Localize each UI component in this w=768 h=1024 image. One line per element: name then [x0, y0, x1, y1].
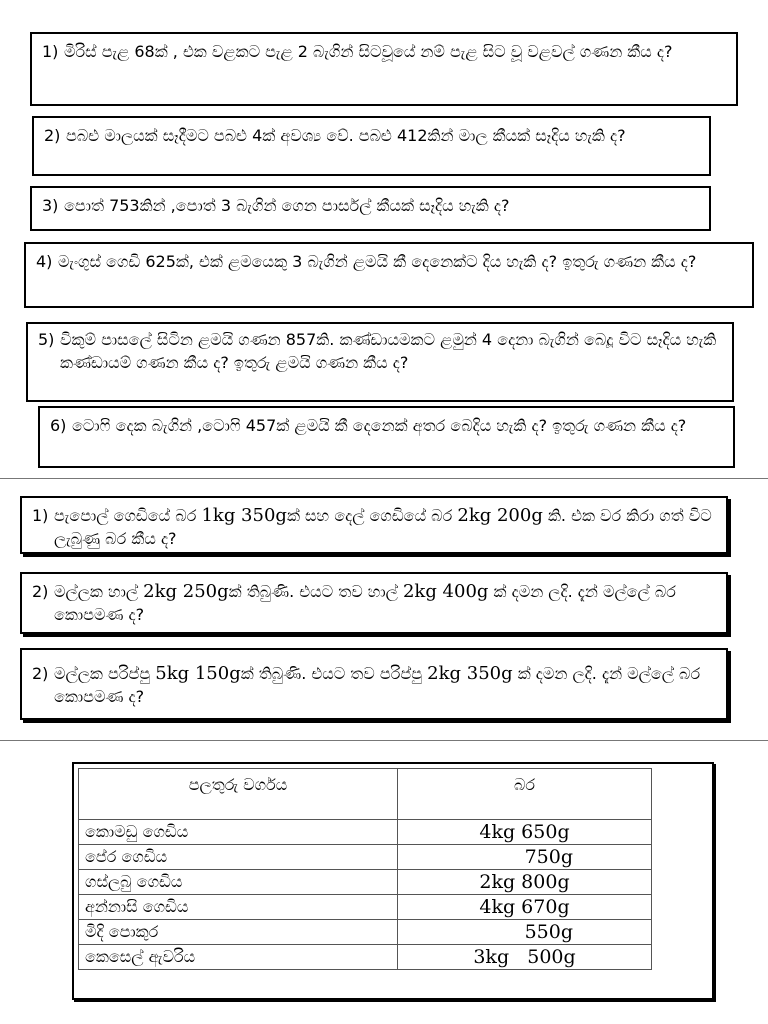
fruit-name: කෙසෙල් ඇවරිය [79, 945, 398, 970]
question-number: 1) [42, 42, 59, 61]
fruit-name: කොමඩු ගෙඩිය [79, 820, 398, 845]
fruit-name: ගස්ලබු ගෙඩිය [79, 870, 398, 895]
table-row [79, 845, 652, 870]
weight-value: 2kg 400g [402, 581, 489, 602]
table-row [79, 820, 652, 845]
fruit-weight-table [78, 768, 652, 970]
question-number: 6) [50, 416, 67, 435]
table-row [79, 945, 652, 970]
weight-question-box-2 [20, 572, 728, 634]
question-text: ක් තිබුණි. එයට තව පරිප්පු [240, 664, 428, 683]
question-box-3 [30, 186, 711, 231]
fruit-weight-table-frame [72, 762, 714, 1000]
question-text: මල්ලක පරිප්පු [54, 664, 156, 683]
question-text: මිරිස් පැළ 68ක් , එක වළකට පැළ 2 බැගින් සිටවූයේ නම් පැළ සිට වූ වළවල් ගණන කීය ද? [64, 42, 673, 61]
fruit-weight: 750g [398, 845, 652, 870]
question-text: ක් දමන ලදි. දැන් මල්ලේ බර කොපමණ ද? [54, 582, 676, 624]
table-row [79, 870, 652, 895]
section-divider [0, 740, 768, 741]
section-divider [0, 478, 768, 479]
fruit-weight: 4kg 650g [398, 820, 652, 845]
question-box-1 [30, 32, 738, 106]
weight-question-box-1 [20, 496, 728, 554]
fruit-weight: 2kg 800g [398, 870, 652, 895]
question-box-5 [26, 322, 734, 402]
fruit-weight: 4kg 670g [398, 895, 652, 920]
fruit-name: පේර ගෙඩිය [79, 845, 398, 870]
question-text: ක් සහ දෙල් ගෙඩියේ බර [286, 506, 458, 525]
question-text: ටොෆි දෙක බැගින් ,ටොෆි 457ක් ළමයි කී දෙනෙක් අතර බෙදිය හැකි ද? ඉතුරු ගණන කීය ද? [72, 416, 687, 435]
weight-value: 5kg 150g [155, 663, 241, 684]
weight-value: 2kg 350g [427, 663, 513, 684]
fruit-weight: 550g [398, 920, 652, 945]
question-box-4 [24, 242, 754, 308]
question-text: විකුම් පාසලේ සිටින ළමයි ගණන 857කි. කණ්ඩායමකට ළමුන් 4 දෙනා බැගින් බෙදූ විට සෑදිය හැකි කණ්ඩායම් ගණන කීය ද? ඉතුරු ළමයි ගණන කීය ද? [60, 330, 717, 372]
question-number: 3) [42, 196, 59, 215]
weight-value: 2kg 200g [457, 505, 543, 526]
table-header-row [79, 769, 652, 820]
fruit-name: මිදි පොකුර [79, 920, 398, 945]
question-text: ක් දමන ලදි. දැන් මල්ලේ බර කොපමණ ද? [54, 664, 701, 706]
question-number: 2) [32, 664, 49, 683]
fruit-weight: 3kg 500g [398, 945, 652, 970]
question-number: 5) [38, 330, 55, 349]
question-box-2 [32, 116, 711, 176]
fruit-name: අන්නාසි ගෙඩිය [79, 895, 398, 920]
table-row [79, 920, 652, 945]
question-text: මැංගුස් ගෙඩි 625ක්, එක් ළමයෙකු 3 බැගින් ළමයි කී දෙනෙක්ට දිය හැකි ද? ඉතුරු ගණන කීය ද? [58, 252, 697, 271]
weight-value: 2kg 250g [143, 581, 229, 602]
question-box-6 [38, 406, 735, 468]
question-text: පොත් 753කින් ,පොත් 3 බැගින් ගෙන පාර්සල් කීයක් සෑදිය හැකි ද? [64, 196, 510, 215]
question-number: 2) [32, 582, 49, 601]
question-text: ක් තිබුණි. එයට තව හාල් [228, 582, 403, 601]
question-number: 4) [36, 252, 53, 271]
question-text: කි. එක වර කිරා ගත් විට ලැබුණු බර කීය ද? [54, 506, 712, 548]
weight-question-box-3 [20, 648, 728, 720]
question-text: පබළු මාලයක් සෑදීමට පබළු 4ක් අවශ්‍ය වේ. පබළු 412කින් මාල කීයක් සෑදිය හැකි ද? [66, 126, 626, 145]
question-number: 2) [44, 126, 61, 145]
column-header-fruit: පලතුරු වර්ගය [79, 769, 398, 820]
table-row [79, 895, 652, 920]
question-text: පැපොල් ගෙඩියේ බර [54, 506, 202, 525]
weight-value: 1kg 350g [201, 505, 287, 526]
column-header-weight: බර [398, 769, 652, 820]
question-number: 1) [32, 506, 49, 525]
question-text: මල්ලක හාල් [54, 582, 144, 601]
